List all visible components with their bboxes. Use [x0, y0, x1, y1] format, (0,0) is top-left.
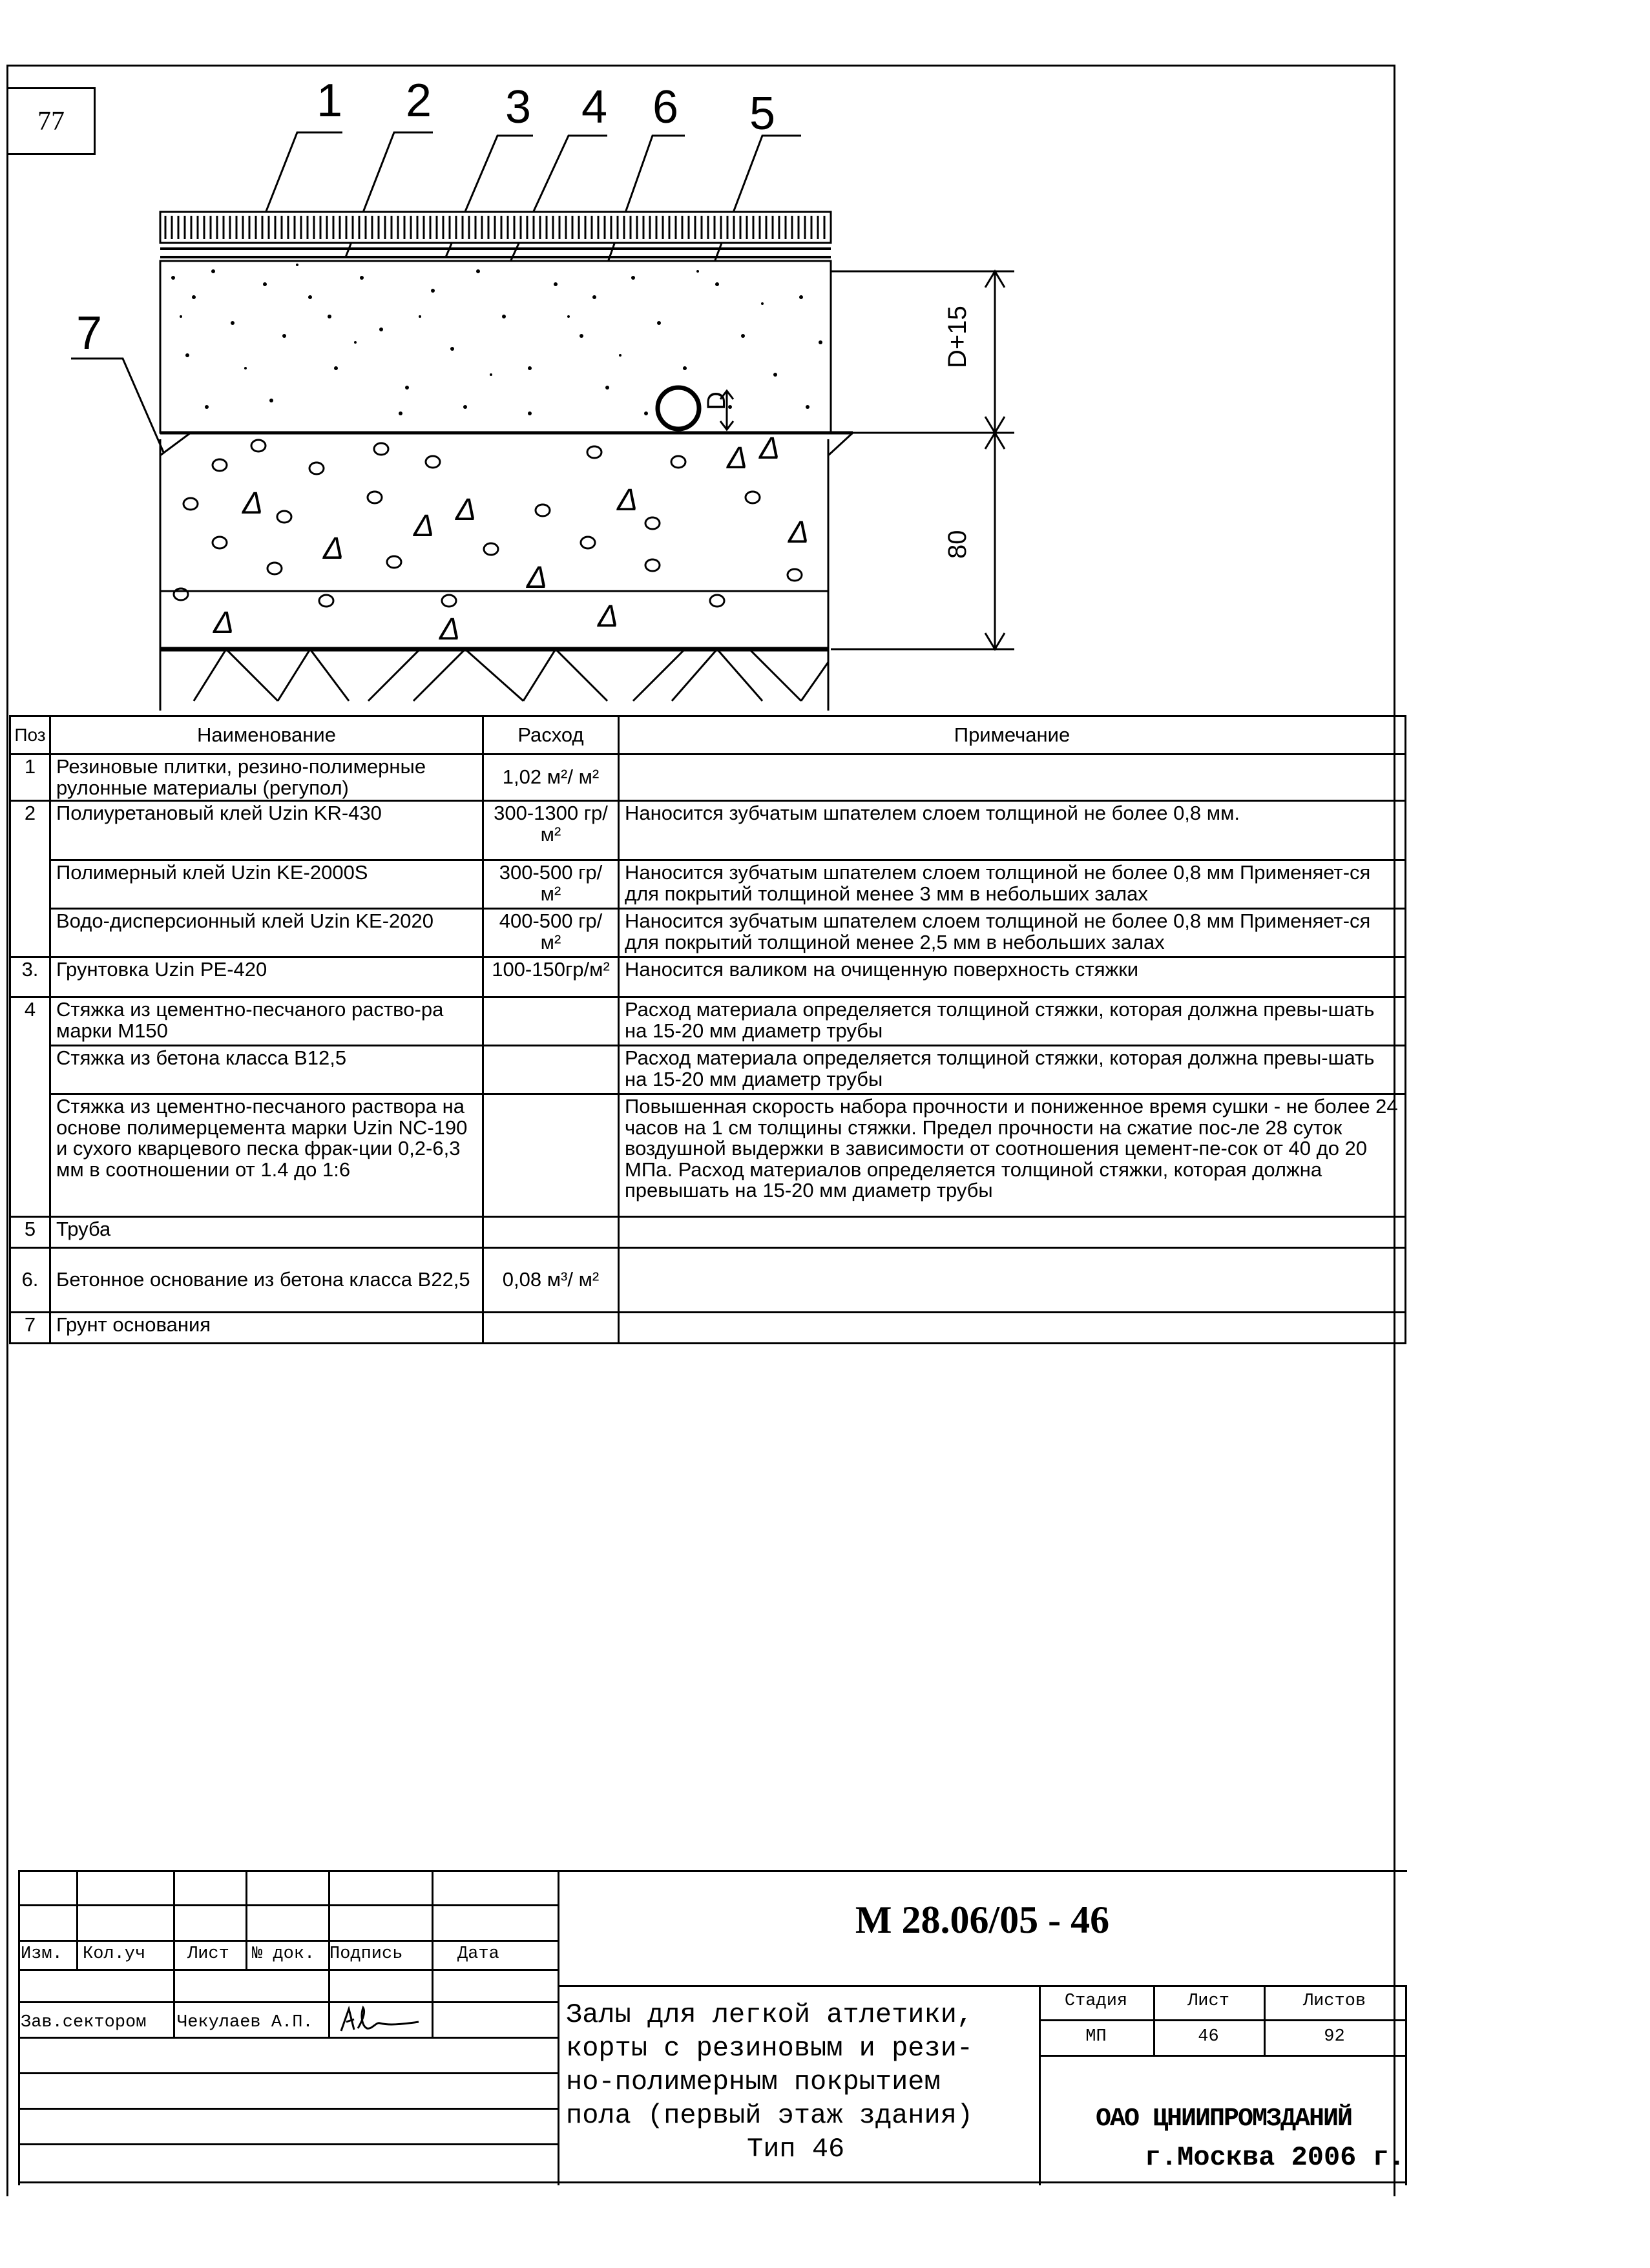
organization-name: ОАО ЦНИИПРОМЗДАНИЙ: [1095, 2105, 1352, 2134]
row-note: Наносится зубчатым шпателем слоем толщиной не более 0,8 мм.: [619, 801, 1406, 860]
stage-value: МП: [1085, 2027, 1107, 2046]
table-row: [10, 957, 1406, 997]
sheets-label: Листов: [1302, 1992, 1366, 2011]
row-name: Стяжка из бетона класса В12,5: [50, 1046, 483, 1094]
row-rate: 300-500 гр/м²: [483, 860, 619, 909]
organization-city-year: г.Москва 2006 г.: [1144, 2142, 1405, 2173]
ground-hatch: [160, 649, 828, 711]
col-izm-label: Изм.: [21, 1944, 63, 1964]
table-header-row: [10, 716, 1406, 754]
concrete-base: [160, 433, 853, 591]
row-pos: 6.: [10, 1248, 50, 1313]
row-rate: [483, 1046, 619, 1094]
col-doc-label: № док.: [252, 1944, 315, 1964]
row-note: [619, 754, 1406, 801]
header-note: Примечание: [619, 716, 1406, 754]
row-pos: 2: [10, 801, 50, 957]
row-rate: [483, 1094, 619, 1217]
callout-1: 1: [317, 75, 343, 127]
table-row: [10, 1094, 1406, 1217]
svg-text:Δ: Δ: [759, 432, 780, 466]
title-line: корты с резиновым и рези-: [566, 2033, 974, 2064]
callout-4: 4: [581, 81, 608, 133]
col-kol-label: Кол.уч: [83, 1944, 146, 1964]
floor-section-drawing: [0, 65, 1395, 711]
row-note: Наносится зубчатым шпателем слоем толщиной не более 0,8 мм Применяет-ся для покрытий толщиной менее 3 мм в небольших залах: [619, 860, 1406, 909]
row-name: Стяжка из цементно-песчаного раствора на основе полимерцемента марки Uzin NC-190 и сухого кварцевого песка фрак-ции 0,2-6,3 мм в соотношении от 1.4 до 1:6: [50, 1094, 483, 1217]
svg-text:Δ: Δ: [439, 612, 461, 647]
callout-5: 5: [749, 88, 776, 140]
row-rate: [483, 1217, 619, 1248]
row-pos: 4: [10, 997, 50, 1217]
title-line: но-полимерным покрытием: [566, 2066, 941, 2097]
row-rate: [483, 1313, 619, 1344]
row-pos: 5: [10, 1217, 50, 1248]
row-name: Полиуретановый клей Uzin KR-430: [50, 801, 483, 860]
table-row: [10, 997, 1406, 1046]
header-rate: Расход: [483, 716, 619, 754]
svg-text:Δ: Δ: [413, 509, 435, 543]
row-pos: 1: [10, 754, 50, 801]
col-list-label: Лист: [187, 1944, 229, 1964]
sheets-value: 92: [1324, 2027, 1345, 2046]
sheet-label: Лист: [1187, 1992, 1229, 2011]
row-name: Водо-дисперсионный клей Uzin KE-2020: [50, 909, 483, 957]
row-name: Полимерный клей Uzin KE-2000S: [50, 860, 483, 909]
svg-text:Δ: Δ: [242, 486, 264, 521]
callout-2: 2: [406, 75, 432, 127]
table-row: [10, 909, 1406, 957]
title-line: Тип 46: [747, 2134, 845, 2165]
document-title: [566, 1998, 1057, 2166]
table-row: [10, 754, 1406, 801]
row-note: Наносится зубчатым шпателем слоем толщиной не более 0,8 мм Применяет-ся для покрытий толщиной менее 2,5 мм в небольших залах: [619, 909, 1406, 957]
title-line: Залы для легкой атлетики,: [566, 1999, 974, 2030]
row-note: [619, 1248, 1406, 1313]
col-sign-label: Подпись: [329, 1944, 403, 1964]
row-note: [619, 1313, 1406, 1344]
sheet-value: 46: [1198, 2027, 1219, 2046]
svg-text:Δ: Δ: [788, 515, 809, 550]
svg-text:Δ: Δ: [527, 561, 548, 595]
row-rate: 100-150гр/м²: [483, 957, 619, 997]
table-row: [10, 801, 1406, 860]
row-note: [619, 1217, 1406, 1248]
dimension-bottom-label: 80: [943, 530, 972, 559]
svg-text:Δ: Δ: [323, 532, 344, 566]
row-name: Стяжка из цементно-песчаного раство-ра марки М150: [50, 997, 483, 1046]
role-label: Зав.сектором: [21, 2013, 147, 2032]
row-pos: 3.: [10, 957, 50, 997]
callout-7: 7: [76, 307, 103, 359]
row-rate: 1,02 м²/ м²: [483, 754, 619, 801]
row-name: Бетонное основание из бетона класса В22,5: [50, 1248, 483, 1313]
svg-text:Δ: Δ: [213, 606, 235, 640]
stage-label: Стадия: [1064, 1992, 1128, 2011]
specification-table: [9, 715, 1406, 1344]
callout-3: 3: [505, 81, 532, 133]
table-row: [10, 1046, 1406, 1094]
row-rate: 400-500 гр/м²: [483, 909, 619, 957]
dimension-lines: [831, 271, 1014, 649]
pipe-dimension-label: D: [702, 391, 731, 410]
row-name: Труба: [50, 1217, 483, 1248]
row-note: Повышенная скорость набора прочности и пониженное время сушки - не более 24 часов на 1 см толщины стяжки. Предел прочности на сжатие пос-ле 28 суток воздушной выдержки в зависимости от соотношения цемент-пе-сок от 40 до 20 МПа. Расход материалов определяется толщиной стяжки, которая должна превышать на 15-20 мм диаметр трубы: [619, 1094, 1406, 1217]
dimension-top-label: D+15: [943, 306, 972, 368]
svg-text:Δ: Δ: [598, 599, 619, 634]
row-pos: 7: [10, 1313, 50, 1344]
header-pos: Поз: [10, 716, 50, 754]
row-name: Грунтовка Uzin PE-420: [50, 957, 483, 997]
table-row: [10, 1248, 1406, 1313]
row-rate: 300-1300 гр/м²: [483, 801, 619, 860]
page-number: 77: [6, 87, 96, 155]
row-name: Грунт основания: [50, 1313, 483, 1344]
signature: [335, 2000, 425, 2039]
table-row: [10, 860, 1406, 909]
row-note: Наносится валиком на очищенную поверхность стяжки: [619, 957, 1406, 997]
svg-text:Δ: Δ: [727, 441, 748, 475]
svg-text:Δ: Δ: [617, 483, 638, 517]
row-name: Резиновые плитки, резино-полимерные рулонные материалы (регупол): [50, 754, 483, 801]
col-date-label: Дата: [457, 1944, 499, 1964]
header-name: Наименование: [50, 716, 483, 754]
row-note: Расход материала определяется толщиной стяжки, которая должна превы-шать на 15-20 мм диаметр трубы: [619, 1046, 1406, 1094]
table-row: [10, 1217, 1406, 1248]
row-rate: [483, 997, 619, 1046]
person-name: Чекулаев А.П.: [177, 2013, 313, 2032]
table-row: [10, 1313, 1406, 1344]
callout-6: 6: [653, 81, 679, 133]
title-block: [18, 1870, 1407, 2183]
document-code: М 28.06/05 - 46: [855, 1899, 1110, 1941]
title-line: пола (первый этаж здания): [566, 2100, 974, 2131]
pipe: [658, 388, 699, 429]
row-rate: 0,08 м³/ м²: [483, 1248, 619, 1313]
svg-text:Δ: Δ: [455, 493, 477, 527]
row-note: Расход материала определяется толщиной стяжки, которая должна превы-шать на 15-20 мм диаметр трубы: [619, 997, 1406, 1046]
